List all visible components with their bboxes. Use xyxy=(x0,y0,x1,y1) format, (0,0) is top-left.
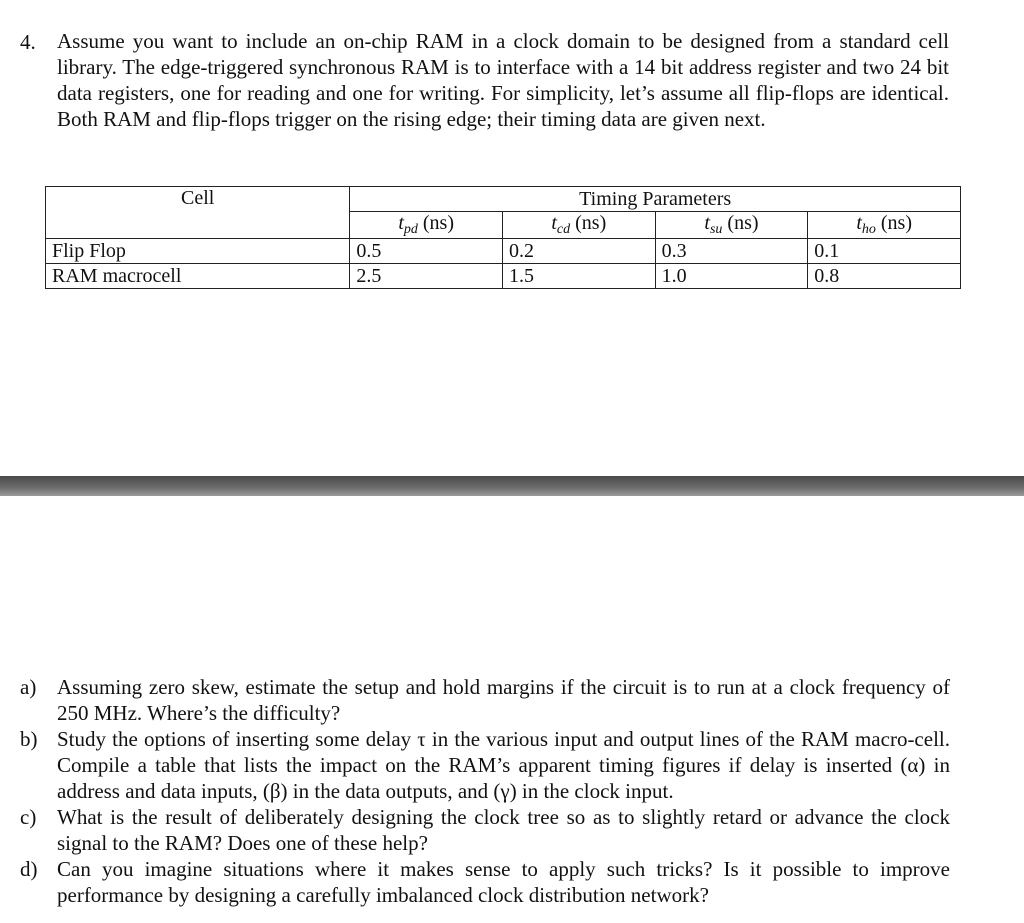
param-header-tcd: $t_{cd}$ (ns) xyxy=(502,212,655,239)
param-header-tpd: $t_{pd}$ (ns) xyxy=(350,212,503,239)
param-header-tsu: $t_{su}$ (ns) xyxy=(655,212,808,239)
question-text: Assume you want to include an on-chip RAM in a clock domain to be designed from a standard cell library. The edge-triggered synchronous RAM is to interface with a 14 bit address register and two 24 bit data registers, one for reading and one for writing. For simplicity, let’s assume all flip-flops are identical. Both RAM and flip-flops trigger on the rising edge; their timing data are given next. xyxy=(57,29,949,131)
timing-parameters-header: Timing Parameters xyxy=(350,187,961,212)
param-header-tho: $t_{ho}$ (ns) xyxy=(808,212,961,239)
timing-table xyxy=(45,186,961,289)
table-cell: 1.5 xyxy=(502,264,655,289)
cell-header: Cell xyxy=(46,187,350,239)
row-label: Flip Flop xyxy=(46,239,350,264)
part-text: Study the options of inserting some delay τ in the various input and output lines of the RAM macro-cell. Compile a table that lists the impact on the RAM’s apparent timing figures if delay is inserted (α) in address and data inputs, (β) in the data outputs, and (γ) in the clock input. xyxy=(57,727,950,803)
part-text: What is the result of deliberately designing the clock tree so as to slightly retard or advance the clock signal to the RAM? Does one of these help? xyxy=(57,805,950,855)
part-a xyxy=(20,674,950,726)
question-parts xyxy=(20,674,950,908)
table-row xyxy=(46,264,961,289)
part-b xyxy=(20,726,950,804)
part-text: Assuming zero skew, estimate the setup and hold margins if the circuit is to run at a clock frequency of 250 MHz. Where’s the difficulty? xyxy=(57,675,950,725)
row-label: RAM macrocell xyxy=(46,264,350,289)
question-number: 4. xyxy=(20,30,36,54)
table-cell: 0.3 xyxy=(655,239,808,264)
table-cell: 2.5 xyxy=(350,264,503,289)
table-header-row xyxy=(46,187,961,212)
table-cell: 0.1 xyxy=(808,239,961,264)
part-letter: d) xyxy=(20,857,38,881)
part-c xyxy=(20,804,950,856)
page-divider xyxy=(0,476,1024,496)
part-text: Can you imagine situations where it makes sense to apply such tricks? Is it possible to improve performance by designing a carefully imbalanced clock distribution network? xyxy=(57,857,950,907)
part-d xyxy=(20,856,950,908)
table-cell: 0.5 xyxy=(350,239,503,264)
table-cell: 0.8 xyxy=(808,264,961,289)
table-cell: 1.0 xyxy=(655,264,808,289)
part-letter: c) xyxy=(20,805,37,829)
table-row xyxy=(46,239,961,264)
table-cell: 0.2 xyxy=(502,239,655,264)
part-letter: b) xyxy=(20,727,38,751)
part-letter: a) xyxy=(20,675,37,699)
